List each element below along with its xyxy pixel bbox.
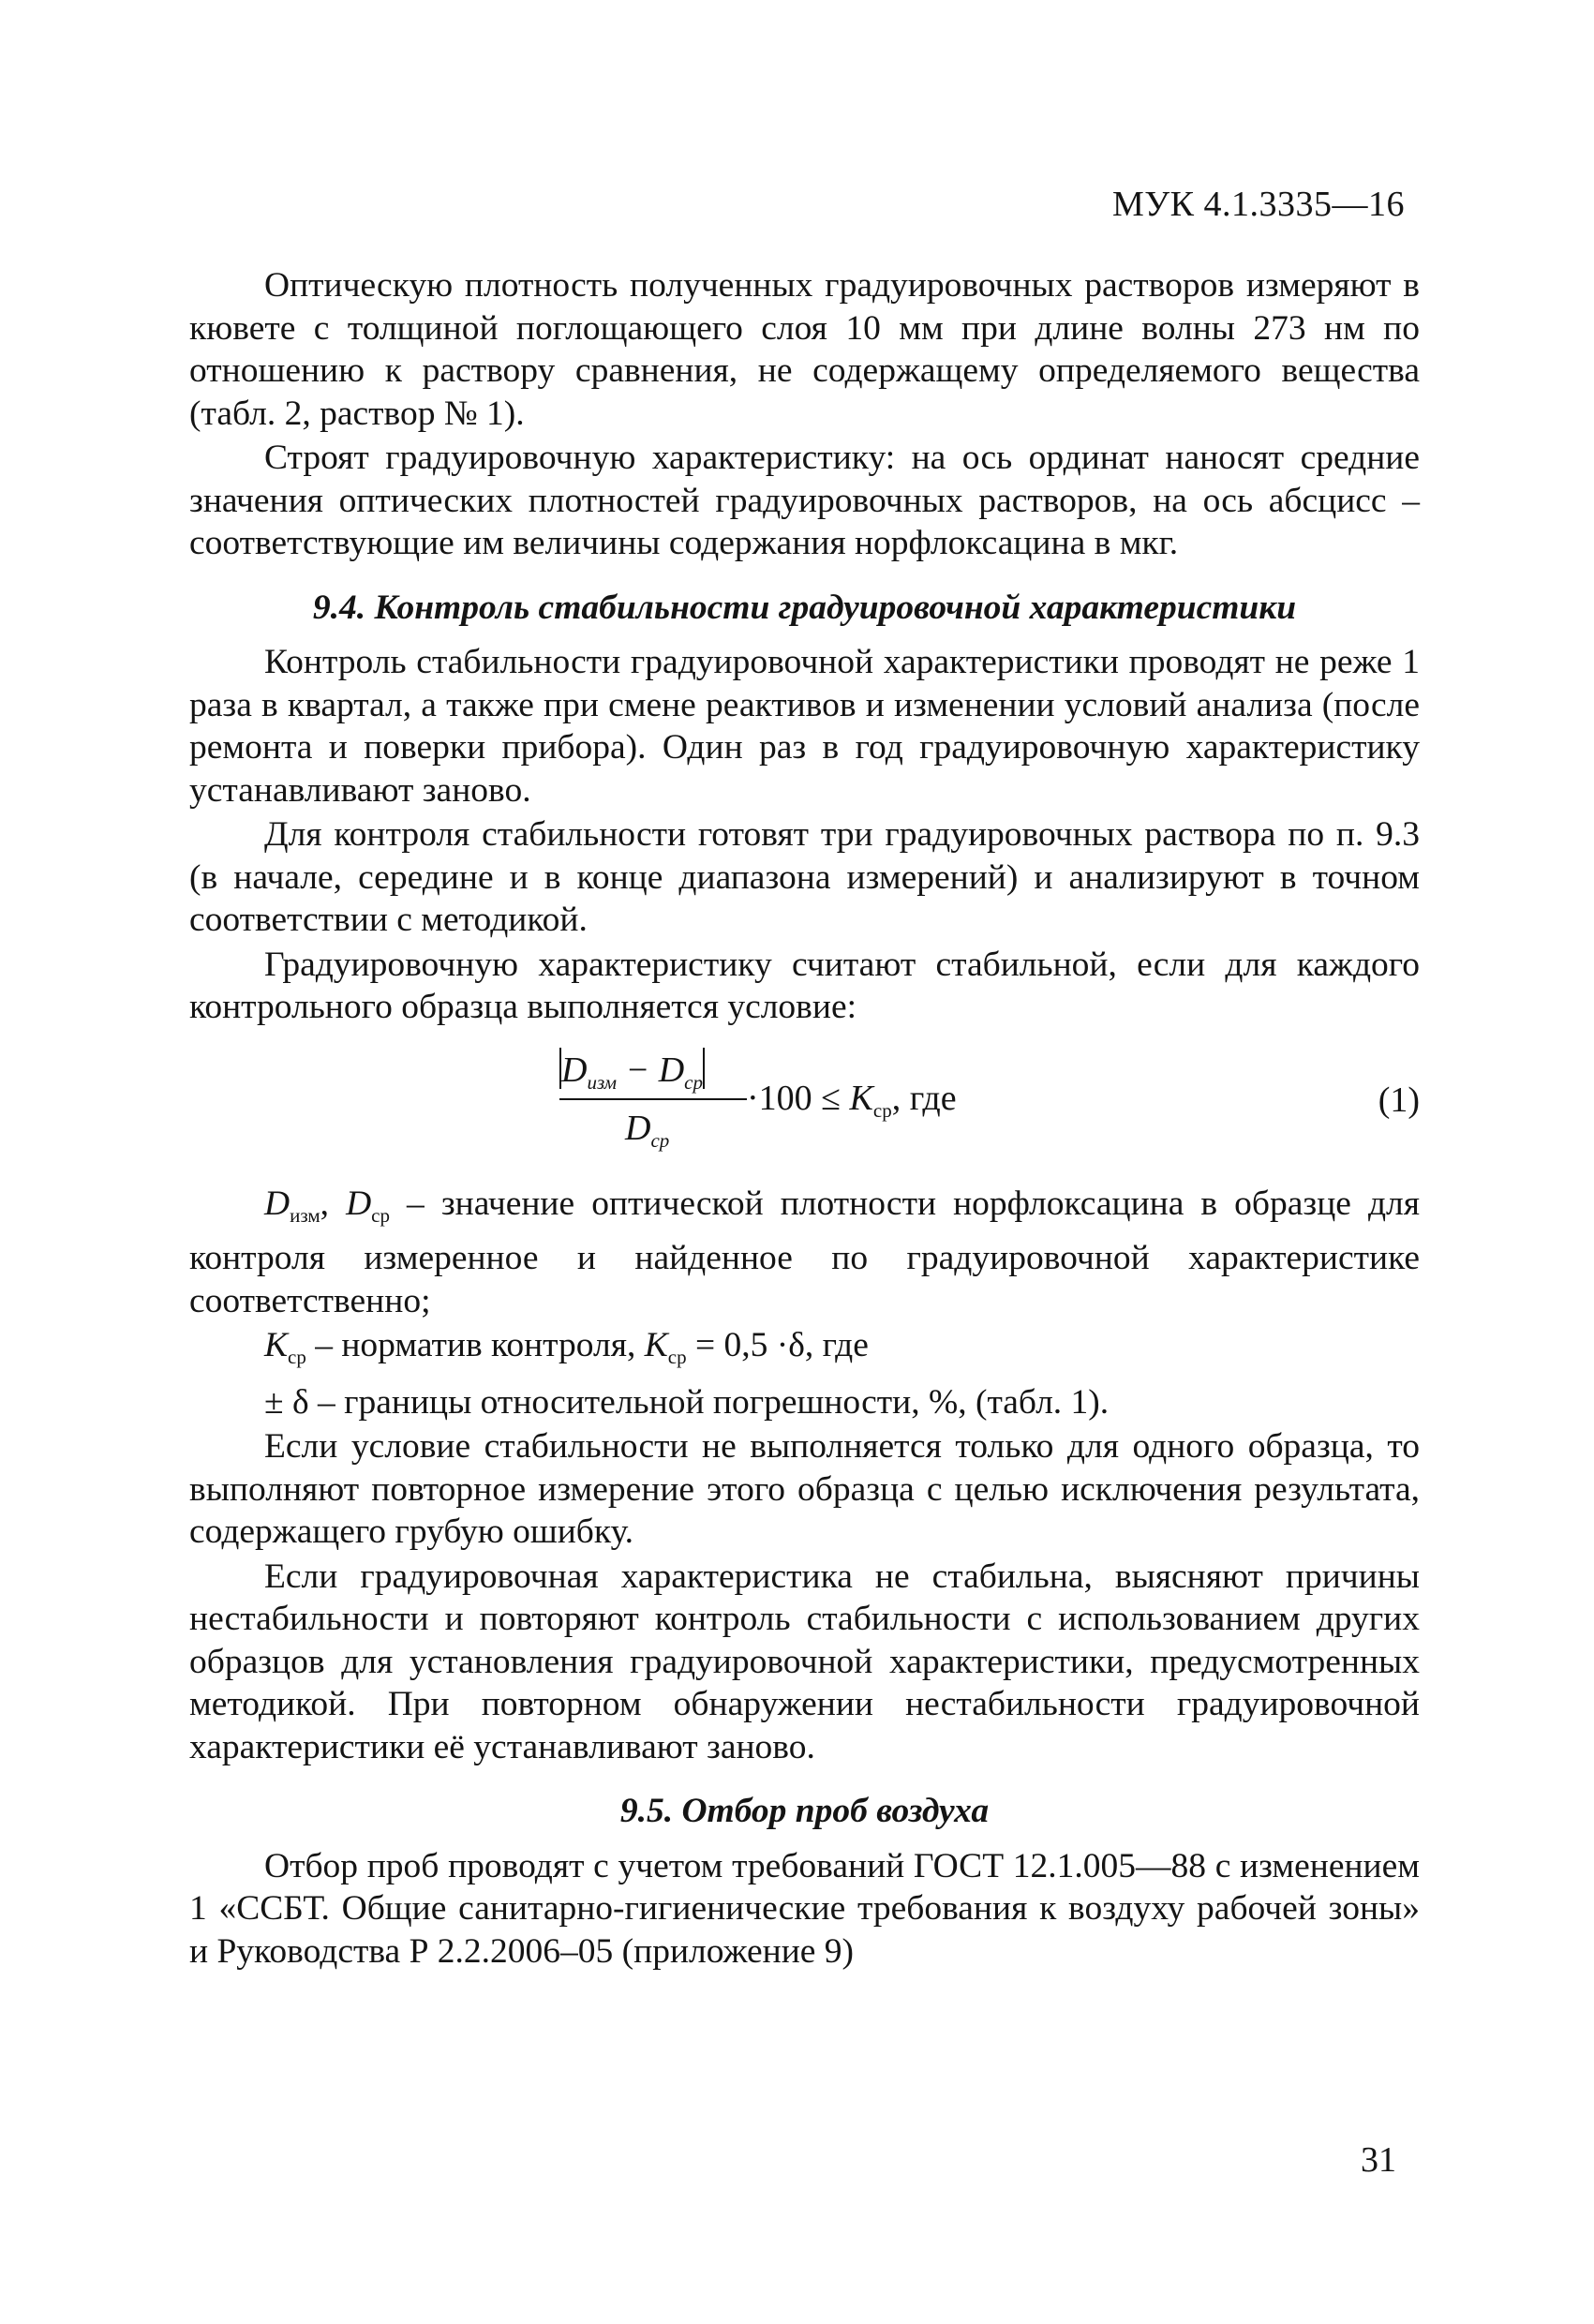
definition-k: $K_{ср}$ – норматив контроля, $K_{ср} = 0,5 \cdot\delta$, где xyxy=(264,1326,869,1368)
paragraph: Если условие стабильности не выполняется только для одного образца, то выполняют повторное измерение этого образца с целью исключения результата, содержащего грубую ошибку. xyxy=(189,1427,1420,1551)
document-code: МУК 4.1.3335—16 xyxy=(1111,185,1405,224)
formula-block xyxy=(189,1040,1420,1171)
equation-number: (1) xyxy=(1378,1080,1420,1120)
paragraph: Оптическую плотность полученных градуировочных растворов измеряют в кювете с толщиной поглощающего слоя 10 мм при длине волны 273 нм по отношению к раствору сравнения, не содержащему определяемого вещества (табл. 2, раствор № 1). xyxy=(189,266,1420,433)
section-heading-9-4: 9.4. Контроль стабильности градуировочной характеристики xyxy=(312,588,1297,627)
page-content xyxy=(189,264,1420,1973)
fraction-line xyxy=(559,1098,747,1100)
paragraph: Контроль стабильности градуировочной характеристики проводят не реже 1 раза в квартал, а также при смене реактивов и изменении условий анализа (после ремонта и поверки прибора). Один раз в год градуировочную характеристику устанавливают заново. xyxy=(189,643,1420,810)
paragraph: Для контроля стабильности готовят три градуировочных раствора по п. 9.3 (в начале, середине и в конце диапазона измерений) и анализируют в точном соответствии с методикой. xyxy=(189,815,1420,939)
stability-formula xyxy=(559,1040,1047,1171)
formula-numerator: $D_{изм} - D_{ср}$ xyxy=(559,1048,705,1105)
paragraph: Строят градуировочную характеристику: на ось ординат наносят средние значения оптических плотностей градуировочных растворов, на ось абсцисс – соответствующие им величины содержания норфлоксацина в мкг. xyxy=(189,439,1420,562)
definition-d: $D_{изм}$, $D_{ср}$ – значение оптической плотности норфлоксацина в образце для контроля измеренное и найденное по градуировочной характеристике соответственно; xyxy=(189,1184,1421,1320)
paragraph: Градуировочную характеристику считают стабильной, если для каждого контрольного образца выполняется условие: xyxy=(189,945,1420,1026)
formula-right-side: $\cdot 100 \le K_{ср}$, где xyxy=(747,1078,957,1122)
definition-delta: ± δ – границы относительной погрешности, %, (табл. 1). xyxy=(264,1382,1110,1422)
paragraph: Отбор проб проводят с учетом требований ГОСТ 12.1.005—88 с изменением 1 «ССБТ. Общие санитарно-гигиенические требования к воздуху рабочей зоны» и Руководства Р 2.2.2006–05 (приложение 9) xyxy=(189,1846,1420,1971)
formula-denominator: $D_{ср}$ xyxy=(625,1108,670,1152)
paragraph: Если градуировочная характеристика не стабильна, выясняют причины нестабильности и повторяют контроль стабильности с использованием других образцов для установления градуировочной характеристики, предусмотренных методикой. При повторном обнаружении нестабильности градуировочной характеристики её устанавливают заново. xyxy=(189,1557,1420,1766)
page-number: 31 xyxy=(1361,2140,1396,2180)
section-heading-9-5: 9.5. Отбор проб воздуха xyxy=(619,1792,990,1830)
